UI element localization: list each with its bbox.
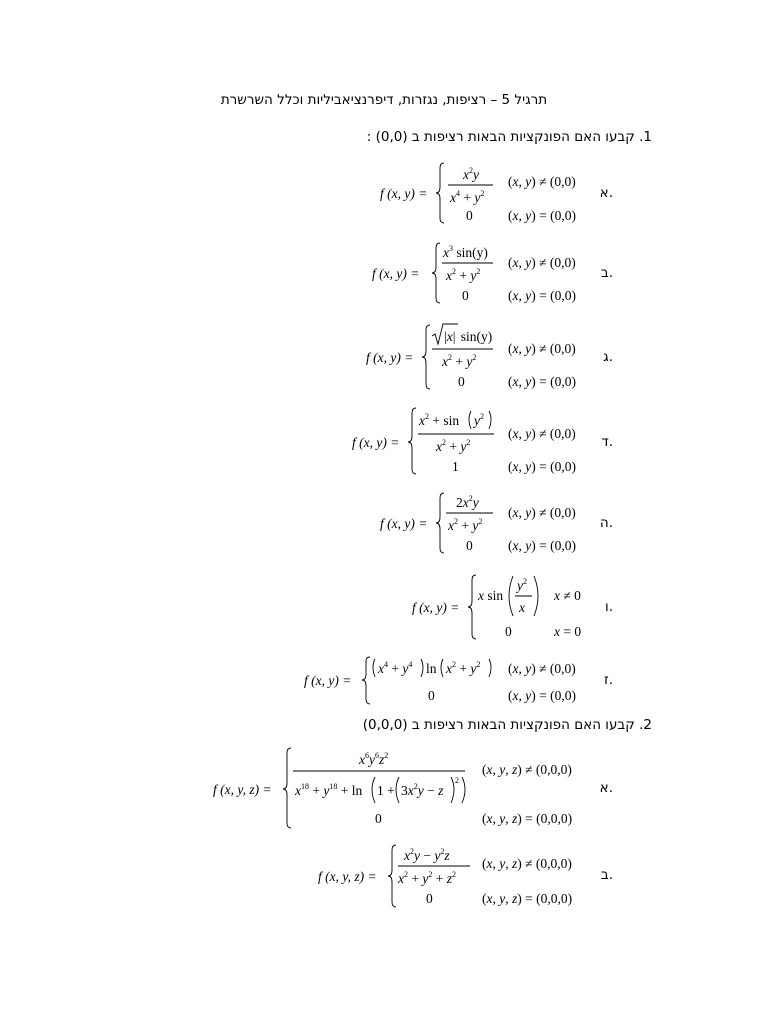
formula-1g	[304, 655, 590, 707]
svg-text:(x, y) = (0,0): (x, y) = (0,0)	[508, 459, 576, 474]
item-letter: ג.	[603, 349, 613, 365]
svg-text:x2y − y2z: $x^2y - y^2z$	[404, 847, 450, 863]
svg-text:x ≠ 0: x ≠ 0	[554, 588, 581, 603]
svg-text:0: 0	[375, 811, 382, 826]
svg-text:0: 0	[458, 374, 465, 389]
svg-text:0: 0	[466, 208, 473, 223]
svg-text:f (x, y) =: f (x, y) =	[412, 600, 460, 615]
svg-text:3x2y − z: $3x^2y - z$	[401, 782, 444, 798]
svg-text:(x, y) ≠ (0,0): (x, y) ≠ (0,0)	[508, 661, 576, 676]
svg-text:ln: ln	[426, 661, 437, 676]
formula-2a	[213, 745, 590, 831]
item-letter: ז.	[604, 672, 613, 688]
svg-text:(x, y) ≠ (0,0): (x, y) ≠ (0,0)	[508, 426, 576, 441]
svg-text:x2 + y2: $x^2 + y^2$	[446, 267, 481, 283]
svg-text:f (x, y) =: f (x, y) =	[366, 350, 414, 365]
svg-text:f (x, y) =: f (x, y) =	[304, 673, 352, 688]
svg-text:x2y: $x^2y$	[463, 166, 479, 182]
svg-text:x4 + y2: $x^4 + y^2$	[450, 189, 485, 205]
formula-1a	[380, 160, 590, 226]
svg-text:x2 + y2: $x^2 + y^2$	[448, 517, 483, 533]
svg-text:f (x, y) =: f (x, y) =	[372, 266, 420, 281]
page-title: תרגיל 5 – רציפות, נגזרות, דיפרנציאביליות וכלל השרשרת	[220, 92, 548, 108]
formula-1d	[352, 405, 590, 477]
svg-text:1 +: 1 +	[377, 783, 395, 798]
item-letter: ה.	[599, 515, 613, 531]
svg-text:x2 + y2: $x^2 + y^2$	[446, 660, 481, 676]
formula-2b	[318, 842, 590, 910]
svg-text:0: 0	[466, 538, 473, 553]
svg-text:x4 + y4: $x^4 + y^4$	[378, 660, 413, 676]
item-letter: ב.	[600, 265, 613, 281]
svg-text:0: 0	[426, 891, 433, 906]
item-letter: א.	[599, 185, 613, 201]
question-1-text: 1. קבעו האם הפונקציות הבאות רציפות ב (0,0) :	[366, 129, 652, 145]
svg-text:x sin: x sin	[478, 588, 504, 603]
svg-text:f (x, y) =: f (x, y) =	[380, 186, 428, 201]
svg-text:f (x, y) =: f (x, y) =	[380, 516, 428, 531]
svg-text:y2: $y^2$	[474, 412, 484, 428]
svg-text:2x2y: $2x^2y$	[456, 494, 479, 510]
item-letter: ב.	[600, 867, 613, 883]
svg-text:(x, y, z) = (0,0,0): (x, y, z) = (0,0,0)	[482, 891, 573, 906]
svg-text:(x, y) ≠ (0,0): (x, y) ≠ (0,0)	[508, 505, 576, 520]
item-letter: ד.	[601, 434, 613, 450]
svg-text:x3 sin(y): $x^3$ sin(y)	[443, 244, 488, 260]
svg-text:x = 0: x = 0	[554, 624, 582, 639]
svg-text:(x, y) ≠ (0,0): (x, y) ≠ (0,0)	[508, 255, 576, 270]
svg-text:x2 + y2: $x^2 + y^2$	[436, 438, 471, 454]
formula-1e	[380, 490, 590, 556]
svg-text:x6y6z2: $x^6y^6z^2$	[359, 751, 389, 767]
svg-text:y2: $y^2$	[517, 577, 527, 593]
formula-1b	[372, 240, 590, 306]
svg-text:(x, y, z) ≠ (0,0,0): (x, y, z) ≠ (0,0,0)	[482, 856, 572, 871]
svg-text:0: 0	[505, 624, 512, 639]
svg-text:x2 + y2 + z2: $x^2 + y^2 + z^2$	[398, 870, 457, 886]
item-letter: א.	[599, 780, 613, 796]
svg-text:2: 2	[455, 776, 459, 785]
formula-1f	[412, 572, 590, 642]
question-2-text: 2. קבעו האם הפונקציות הבאות רציפות ב (0,0,0)	[362, 717, 652, 733]
svg-text:(x, y) = (0,0): (x, y) = (0,0)	[508, 688, 576, 703]
svg-text:(x, y) ≠ (0,0): (x, y) ≠ (0,0)	[508, 174, 576, 189]
svg-text:x2 + sin: $x^2 + \sin$	[419, 412, 460, 428]
svg-text:|x| sin(y): |x| sin(y)	[444, 329, 493, 344]
formula-1c	[366, 322, 590, 392]
svg-text:(x, y) = (0,0): (x, y) = (0,0)	[508, 538, 576, 553]
svg-text:(x, y) ≠ (0,0): (x, y) ≠ (0,0)	[508, 341, 576, 356]
svg-text:f (x, y, z) =: f (x, y, z) =	[318, 869, 377, 884]
svg-text:x: x	[519, 600, 525, 615]
svg-text:x18 + y18 + ln: $x^{18} + y^{18} + \ln$	[295, 782, 363, 798]
svg-text:0: 0	[462, 288, 469, 303]
svg-text:(x, y, z) ≠ (0,0,0): (x, y, z) ≠ (0,0,0)	[482, 762, 572, 777]
svg-text:(x, y, z) = (0,0,0): (x, y, z) = (0,0,0)	[482, 811, 573, 826]
svg-text:0: 0	[428, 688, 435, 703]
item-letter: ו.	[605, 599, 613, 615]
svg-text:(x, y) = (0,0): (x, y) = (0,0)	[508, 208, 576, 223]
svg-text:x2 + y2: $x^2 + y^2$	[442, 353, 477, 369]
svg-text:1: 1	[452, 459, 459, 474]
svg-text:f (x, y, z) =: f (x, y, z) =	[213, 782, 272, 797]
svg-text:(x, y) = (0,0): (x, y) = (0,0)	[508, 374, 576, 389]
svg-text:(x, y) = (0,0): (x, y) = (0,0)	[508, 288, 576, 303]
svg-text:f (x, y) =: f (x, y) =	[352, 435, 400, 450]
